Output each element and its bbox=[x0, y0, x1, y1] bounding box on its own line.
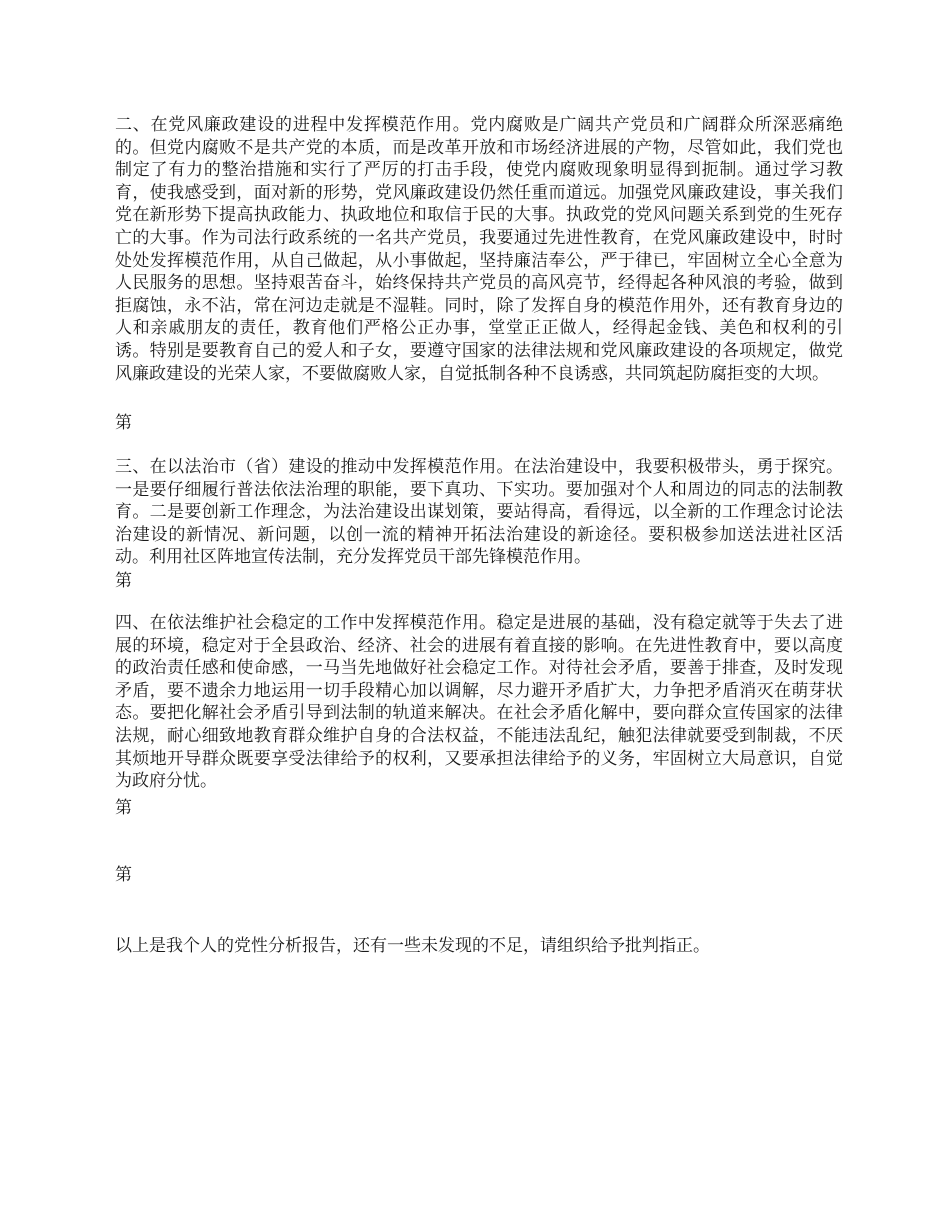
page-marker: 第 bbox=[115, 413, 132, 433]
page-marker: 第 bbox=[115, 571, 132, 591]
page-marker: 第 bbox=[115, 798, 132, 818]
paragraph-section-three: 三、在以法治市（省）建设的推动中发挥模范作用。在法治建设中，我要积极带头，勇于探究。一是要仔细履行普法依法治理的职能，要下真功、下实功。要加强对个人和周边的同志的法制教育。二是要创新工作理念，为法治建设出谋划策，要站得高，看得远，以全新的工作理念讨论法治建设的新情况、新问题，以创一流的精神开拓法治建设的新途径。要积极参加送法进社区活动。利用社区阵地宣传法制，充分发挥党员干部先锋模范作用。 bbox=[115, 457, 843, 568]
paragraph-section-two: 二、在党风廉政建设的进程中发挥模范作用。党内腐败是广阔共产党员和广阔群众所深恶痛绝的。但党内腐败不是共产党的本质，而是改革开放和市场经济进展的产物，尽管如此，我们党也制定了有力的整治措施和实行了严厉的打击手段，使党内腐败现象明显得到扼制。通过学习教育，使我感受到，面对新的形势，党风廉政建设仍然任重而道远。加强党风廉政建设，事关我们党在新形势下提高执政能力、执政地位和取信于民的大事。执政党的党风问题关系到党的生死存亡的大事。作为司法行政系统的一名共产党员，我要通过先进性教育，在党风廉政建设中，时时处处发挥模范作用，从自己做起，从小事做起，坚持廉洁奉公，严于律已，牢固树立全心全意为人民服务的思想。坚持艰苦奋斗，始终保持共产党员的高风亮节，经得起各种风浪的考验，做到拒腐蚀，永不沾，常在河边走就是不湿鞋。同时，除了发挥自身的模范作用外，还有教育身边的人和亲戚朋友的责任，教育他们严格公正办事，堂堂正正做人，经得起金钱、美色和权利的引诱。特别是要教育自己的爱人和子女，要遵守国家的法律法规和党风廉政建设的各项规定，做党风廉政建设的光荣人家，不要做腐败人家，自觉抵制各种不良诱惑，共同筑起防腐拒变的大坝。 bbox=[115, 115, 843, 384]
paragraph-section-four: 四、在依法维护社会稳定的工作中发挥模范作用。稳定是进展的基础，没有稳定就等于失去了进展的环境，稳定对于全县政治、经济、社会的进展有着直接的影响。在先进性教育中，要以高度的政治责任感和使命感，一马当先地做好社会稳定工作。对待社会矛盾，要善于排查，及时发现矛盾，要不遗余力地运用一切手段精心加以调解，尽力避开矛盾扩大，力争把矛盾消灭在萌芽状态。要把化解社会矛盾引导到法制的轨道来解决。在社会矛盾化解中，要向群众宣传国家的法律法规，耐心细致地教育群众维护自身的合法权益，不能违法乱纪，触犯法律就要受到制裁，不厌其烦地开导群众既要享受法律给予的权利，又要承担法律给予的义务，牢固树立大局意识，自觉为政府分忧。 bbox=[115, 613, 843, 792]
page-marker: 第 bbox=[115, 865, 132, 885]
closing-paragraph: 以上是我个人的党性分析报告，还有一些未发现的不足，请组织给予批判指正。 bbox=[115, 936, 710, 956]
